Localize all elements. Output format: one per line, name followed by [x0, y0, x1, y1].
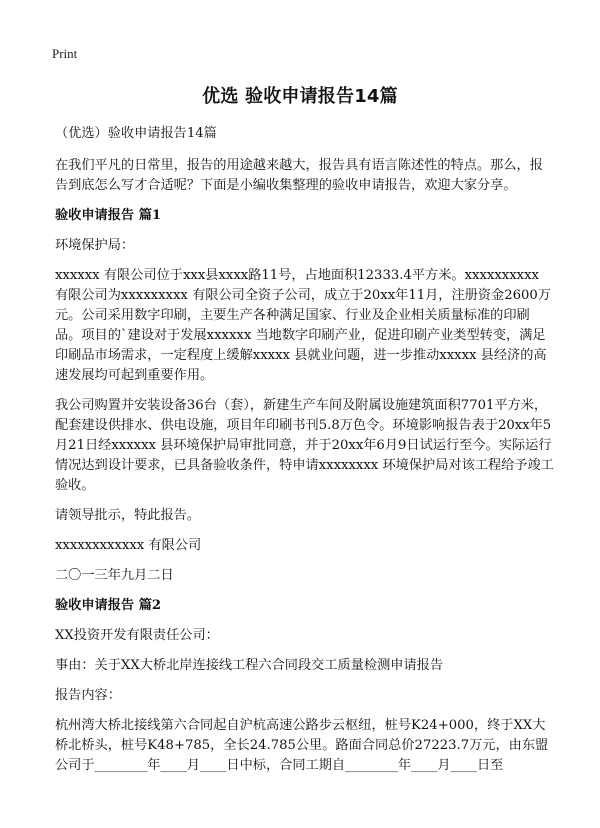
- section-2-heading: 验收申请报告 篇2: [55, 598, 162, 613]
- section-1-salutation: 环境保护局：: [55, 238, 135, 253]
- section-1-paragraph-1: xxxxxx 有限公司位于xxx县xxxx路11号，占地面积12333.4平方米。xxxxxxxxxx 有限公司为xxxxxxxxx 有限公司全资子公司，成立于20xx年11月，注册资金2600万元。公司采用数字印刷，主要生产各种满足国家、行业及企业相关质量标准的印刷品。项目的`建设对于发展xxxxxx 当地数字印刷产业，促进印刷产业类型转变，满足印刷品市场需求，一定程度上缓解xxxxx 县就业问题，进一步推动xxxxx 县经济的高速发展均可起到重要作用。: [55, 268, 551, 383]
- document-content: [55, 124, 556, 778]
- document-title: 优选 验收申请报告14篇: [202, 86, 398, 107]
- section-1-company: xxxxxxxxxxxx 有限公司: [55, 538, 202, 553]
- section-1-heading: 验收申请报告 篇1: [55, 208, 162, 223]
- document-subtitle: （优选）验收申请报告14篇: [55, 126, 217, 141]
- print-label: Print: [52, 46, 78, 61]
- intro-paragraph: 在我们平凡的日常里，报告的用途越来越大，报告具有语言陈述性的特点。那么，报告到底怎么写才合适呢？下面是小编收集整理的验收申请报告，欢迎大家分享。: [55, 158, 543, 193]
- section-1-paragraph-2: 我公司购置并安装设备36台（套），新建生产车间及附属设施建筑面积7701平方米，配套建设供排水、供电设施，项目年印刷书刊5.8万色令。环境影响报告表于20xx年5月21日经xxxxxx 县环境保护局审批同意，并于20xx年6月9日试运行至今。实际运行情况达到设计要求，已具备验收条件，特申请xxxxxxxx 环境保护局对该工程给予竣工验收。: [55, 398, 554, 493]
- section-2-content-label: 报告内容：: [55, 688, 121, 703]
- section-2-salutation: XX投资开发有限责任公司：: [55, 628, 219, 643]
- section-2-paragraph-1: 杭州湾大桥北接线第六合同起自沪杭高速公路步云枢纽，桩号K24+000，终于XX大桥北桥头，桩号K48+785，全长24.785公里。路面合同总价27223.7万元，由东盟公司于________年____月____日中标，合同工期自________年____月____日至: [55, 718, 549, 773]
- section-2-subject: 事由：关于XX大桥北岸连接线工程六合同段交工质量检测申请报告: [55, 658, 444, 673]
- section-1-closing: 请领导批示，特此报告。: [55, 508, 201, 523]
- section-1-date: 二〇一三年九月二日: [55, 568, 174, 583]
